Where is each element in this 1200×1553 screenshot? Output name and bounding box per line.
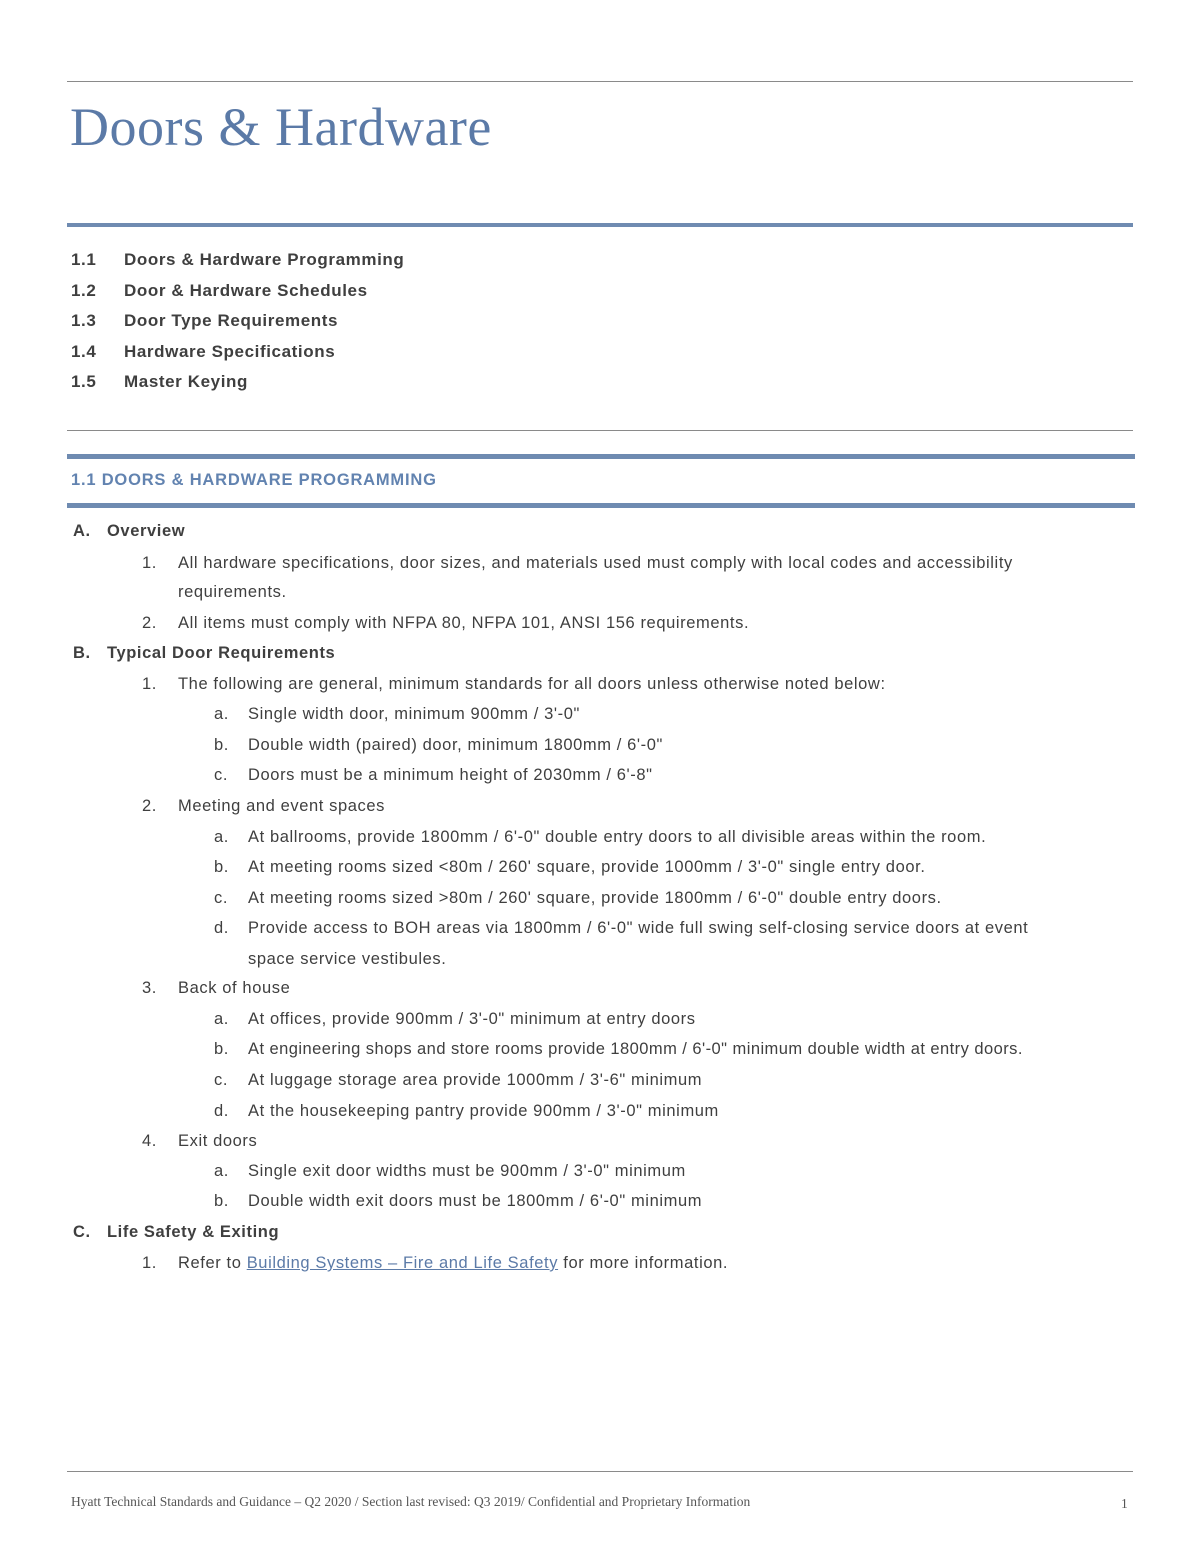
list-marker: b. bbox=[214, 1192, 229, 1210]
list-marker: d. bbox=[214, 919, 229, 937]
list-subitem-text: Doors must be a minimum height of 2030mm / 6'-8" bbox=[248, 766, 653, 784]
list-marker: b. bbox=[214, 1040, 229, 1058]
footer-rule bbox=[67, 1471, 1133, 1472]
toc-item[interactable] bbox=[71, 247, 404, 278]
list-subitem-text: At meeting rooms sized <80m / 260' square, provide 1000mm / 3'-0" single entry door. bbox=[248, 858, 926, 876]
toc-number: 1.4 bbox=[71, 341, 97, 361]
list-marker: c. bbox=[214, 766, 229, 784]
toc-number: 1.3 bbox=[71, 311, 97, 330]
page-number: 1 bbox=[1121, 1496, 1128, 1511]
toc-item[interactable] bbox=[71, 308, 404, 339]
toc-divider bbox=[67, 430, 1133, 431]
toc-number: 1.5 bbox=[71, 372, 97, 391]
list-marker: b. bbox=[214, 858, 229, 876]
subsection-heading: Life Safety & Exiting bbox=[107, 1223, 280, 1241]
link-prefix-text: Refer to bbox=[178, 1254, 247, 1272]
list-item-text: Meeting and event spaces bbox=[178, 797, 386, 815]
footer-text: Hyatt Technical Standards and Guidance – Q2 2020 / Section last revised: Q3 2019/ Confidential and Proprietary Information bbox=[71, 1494, 751, 1509]
list-item-text: requirements. bbox=[178, 583, 287, 601]
toc-item[interactable] bbox=[71, 369, 404, 400]
list-marker: C. bbox=[73, 1223, 91, 1241]
list-subitem-text: Single width door, minimum 900mm / 3'-0" bbox=[248, 705, 580, 723]
list-marker: c. bbox=[214, 1071, 229, 1089]
list-marker: B. bbox=[73, 644, 91, 662]
list-subitem-text: Double width (paired) door, minimum 1800mm / 6'-0" bbox=[248, 736, 664, 754]
list-subitem-text: At engineering shops and store rooms provide 1800mm / 6'-0" minimum double width at entry doors. bbox=[248, 1040, 1023, 1058]
list-marker: 2. bbox=[142, 797, 157, 815]
list-marker: 1. bbox=[142, 675, 157, 693]
list-subitem-text: Single exit door widths must be 900mm / 3'-0" minimum bbox=[248, 1162, 686, 1180]
fire-life-safety-link[interactable]: Building Systems – Fire and Life Safety bbox=[246, 1254, 559, 1272]
list-marker: A. bbox=[73, 522, 91, 540]
top-rule bbox=[67, 81, 1133, 82]
list-marker: a. bbox=[214, 1010, 229, 1028]
list-marker: b. bbox=[214, 736, 229, 754]
toc-label: Door Type Requirements bbox=[124, 311, 339, 330]
list-item-text: Back of house bbox=[178, 979, 291, 997]
list-subitem-text: At ballrooms, provide 1800mm / 6'-0" double entry doors to all divisible areas within the room. bbox=[248, 828, 987, 846]
list-marker: 3. bbox=[142, 979, 157, 997]
toc-number: 1.1 bbox=[71, 250, 97, 269]
section-top-rule bbox=[67, 454, 1135, 459]
page-title: Doors & Hardware bbox=[70, 97, 492, 157]
list-item-text bbox=[178, 1250, 728, 1276]
toc-number: 1.2 bbox=[71, 280, 97, 300]
link-suffix-text: for more information. bbox=[558, 1254, 729, 1272]
list-marker: d. bbox=[214, 1102, 229, 1120]
list-marker: 1. bbox=[142, 1254, 157, 1272]
list-subitem-text: At the housekeeping pantry provide 900mm / 3'-0" minimum bbox=[248, 1102, 719, 1120]
subsection-heading: Typical Door Requirements bbox=[107, 644, 336, 662]
list-marker: c. bbox=[214, 889, 229, 907]
list-subitem-text: space service vestibules. bbox=[248, 950, 447, 968]
section-heading: 1.1 DOORS & HARDWARE PROGRAMMING bbox=[71, 471, 437, 489]
list-marker: 1. bbox=[142, 554, 157, 572]
title-underline bbox=[67, 223, 1133, 227]
list-marker: a. bbox=[214, 705, 229, 723]
toc-label: Door & Hardware Schedules bbox=[124, 280, 368, 300]
list-subitem-text: At luggage storage area provide 1000mm / 3'-6" minimum bbox=[248, 1071, 703, 1089]
list-item-text: The following are general, minimum standards for all doors unless otherwise noted below: bbox=[178, 675, 886, 693]
list-item-text: Exit doors bbox=[178, 1132, 258, 1150]
subsection-heading: Overview bbox=[107, 522, 186, 540]
section-bottom-rule bbox=[67, 503, 1135, 508]
list-marker: a. bbox=[214, 1162, 229, 1180]
toc-label: Hardware Specifications bbox=[124, 341, 336, 361]
list-subitem-text: At meeting rooms sized >80m / 260' square, provide 1800mm / 6'-0" double entry doors. bbox=[248, 889, 942, 907]
toc-item[interactable] bbox=[71, 278, 404, 309]
toc-label: Master Keying bbox=[124, 372, 249, 391]
list-marker: 2. bbox=[142, 614, 157, 632]
list-item-text: All items must comply with NFPA 80, NFPA 101, ANSI 156 requirements. bbox=[178, 614, 750, 632]
list-marker: a. bbox=[214, 828, 229, 846]
table-of-contents bbox=[71, 247, 404, 400]
toc-label: Doors & Hardware Programming bbox=[124, 250, 405, 269]
list-subitem-text: Double width exit doors must be 1800mm / 6'-0" minimum bbox=[248, 1192, 703, 1210]
toc-item[interactable] bbox=[71, 339, 404, 370]
list-marker: 4. bbox=[142, 1132, 157, 1150]
list-subitem-text: At offices, provide 900mm / 3'-0" minimum at entry doors bbox=[248, 1010, 696, 1028]
list-subitem-text: Provide access to BOH areas via 1800mm / 6'-0" wide full swing self-closing service doors at event bbox=[248, 919, 1029, 937]
list-item-text: All hardware specifications, door sizes, and materials used must comply with local codes and accessibility bbox=[178, 554, 1013, 572]
